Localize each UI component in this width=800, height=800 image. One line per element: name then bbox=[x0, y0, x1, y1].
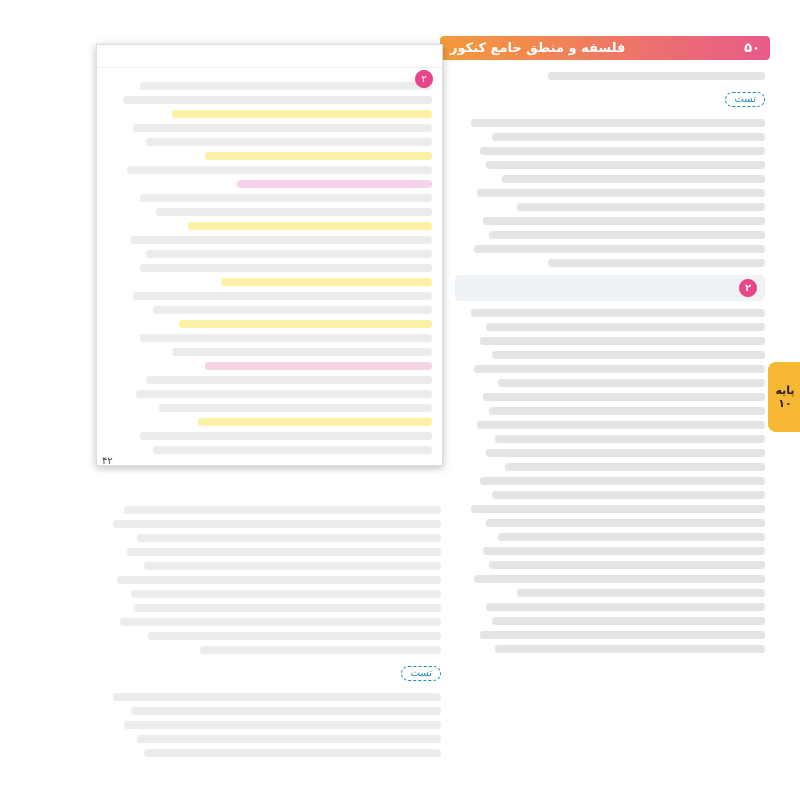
inset-page bbox=[96, 44, 443, 466]
left-column bbox=[96, 500, 441, 763]
inset-page-number: ۴۲ bbox=[102, 456, 113, 467]
test-tag: تست bbox=[725, 92, 765, 107]
grade-label: پایه bbox=[775, 384, 795, 397]
page-header bbox=[440, 36, 770, 60]
section-number-badge: ۲ bbox=[415, 70, 433, 88]
grade-tab bbox=[768, 362, 800, 432]
section-number: ۲ bbox=[739, 279, 757, 297]
section-heading bbox=[455, 275, 765, 301]
grade-number: ۱۰ bbox=[778, 397, 792, 410]
right-column bbox=[455, 66, 765, 659]
test-tag-left: تست bbox=[401, 666, 441, 681]
book-title: فلسفه و منطق جامع کنکور bbox=[450, 40, 626, 56]
inset-body bbox=[97, 68, 442, 468]
page-number: ۵۰ bbox=[744, 40, 760, 56]
inset-header bbox=[97, 45, 442, 68]
